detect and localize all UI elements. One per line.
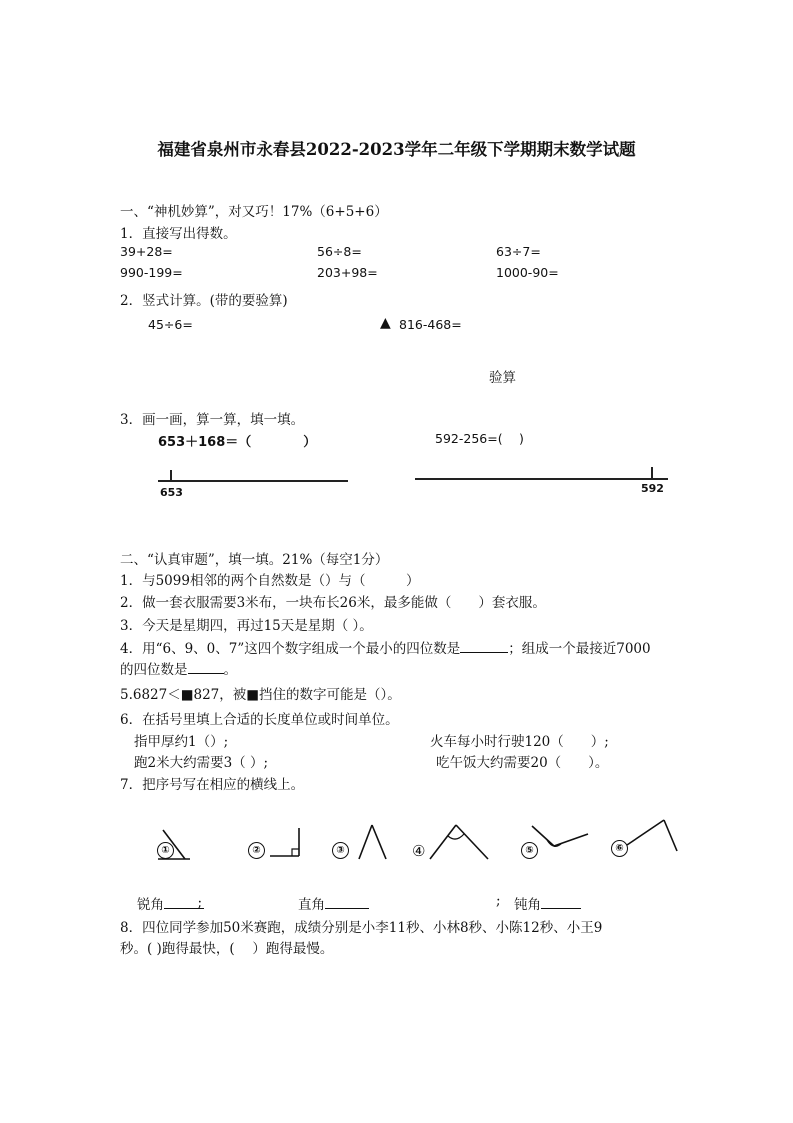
angle-4-icon — [426, 822, 496, 862]
s2-q6-label: 6．在括号里填上合适的长度单位或时间单位。 — [120, 712, 399, 728]
s2-q4-blank2[interactable] — [188, 660, 224, 675]
number-line-right — [415, 478, 668, 480]
s1-q1-r2c1: 990-199= — [120, 265, 183, 280]
number-line-right-tick — [651, 467, 653, 479]
s2-q6-a: 指甲厚约1（）; — [134, 734, 229, 750]
s1-q3-right-eq: 592-256=( ) — [435, 431, 524, 446]
right-separator: ; — [496, 893, 501, 909]
figure-2-number: ② — [248, 842, 265, 859]
figure-1-number: ① — [157, 842, 174, 859]
figure-5-number: ⑤ — [521, 842, 538, 859]
figure-3-number: ③ — [332, 842, 349, 859]
s2-q2: 2．做一套衣服需要3米布，一块布长26米，最多能做（ ）套衣服。 — [120, 595, 546, 611]
s1-q1-r2c2: 203+98= — [317, 265, 378, 280]
s2-q7-obtuse — [514, 893, 581, 913]
triangle-icon: ▲ — [380, 315, 391, 331]
s2-q8-line1: 8．四位同学参加50米赛跑，成绩分别是小李11秒、小林8秒、小陈12秒、小王9 — [120, 920, 603, 936]
s2-q6-c: 跑2米大约需要3（ ）; — [134, 755, 269, 771]
section1-heading: 一、“神机妙算”，对又巧！17%（6+5+6） — [120, 204, 388, 220]
s2-q4-text3: 的四位数是 — [120, 662, 188, 678]
s1-q1-r1c1: 39+28= — [120, 244, 173, 259]
number-line-left-tick — [170, 470, 172, 482]
number-line-left — [158, 480, 348, 482]
s2-q4-line2 — [120, 658, 237, 678]
s2-q4-text1: 4．用“6、9、0、7”这四个数字组成一个最小的四位数是 — [120, 641, 461, 657]
s2-q7-label: 7．把序号写在相应的横线上。 — [120, 777, 305, 793]
s1-q2-b: 816-468= — [399, 317, 462, 332]
angle-3-icon — [352, 822, 392, 862]
s2-q7-acute — [137, 893, 204, 913]
angle-2-icon — [266, 825, 306, 860]
s2-q5: 5.6827＜■827，被■挡住的数字可能是（）。 — [120, 687, 401, 703]
obtuse-label: 钝角 — [514, 897, 541, 913]
page-title: 福建省泉州市永春县2022-2023学年二年级下学期期末数学试题 — [157, 140, 636, 159]
s1-q2-label: 2．竖式计算。(带的要验算) — [120, 293, 288, 309]
angle-6-icon — [622, 815, 682, 857]
section2-heading: 二、“认真审题”，填一填。21%（每空1分） — [120, 552, 389, 568]
number-line-left-label: 653 — [160, 486, 183, 499]
s1-q2-check: 验算 — [489, 370, 516, 386]
s2-q4-text4: 。 — [223, 662, 237, 678]
obtuse-blank[interactable] — [541, 895, 581, 910]
s1-q1-r1c3: 63÷7= — [496, 244, 541, 259]
number-line-right-label: 592 — [641, 482, 664, 495]
right-label: 直角 — [298, 897, 325, 913]
acute-separator: ; — [197, 895, 202, 911]
acute-label: 锐角 — [137, 897, 164, 913]
s2-q1: 1．与5099相邻的两个自然数是（）与（ ） — [120, 573, 420, 589]
s1-q1-r2c3: 1000-90= — [496, 265, 559, 280]
s1-q3-left-eq: 653＋168＝（ ） — [158, 435, 317, 450]
angle-1-icon — [150, 828, 200, 863]
s2-q6-b: 火车每小时行驶120（ ）; — [430, 734, 609, 750]
s1-q2-a: 45÷6= — [148, 317, 193, 332]
figure-4-number: ④ — [412, 842, 426, 860]
s2-q4-blank1[interactable] — [460, 639, 508, 654]
s1-q1-r1c2: 56÷8= — [317, 244, 362, 259]
figure-6-number: ⑥ — [611, 840, 628, 857]
s2-q3: 3．今天是星期四，再过15天是星期（ ）。 — [120, 618, 373, 634]
s2-q4-text2: ；组成一个最接近7000 — [508, 641, 651, 657]
s2-q4-line1 — [120, 637, 651, 657]
s2-q8-line2: 秒。( )跑得最快，( ）跑得最慢。 — [120, 941, 334, 957]
s1-q1-label: 1．直接写出得数。 — [120, 226, 237, 242]
right-blank[interactable] — [325, 895, 369, 910]
s2-q7-right — [298, 893, 369, 913]
s1-q3-label: 3．画一画，算一算，填一填。 — [120, 412, 305, 428]
s2-q6-d: 吃午饭大约需要20（ ）。 — [436, 755, 609, 771]
angle-5-icon — [528, 818, 592, 858]
acute-blank[interactable] — [164, 895, 204, 910]
